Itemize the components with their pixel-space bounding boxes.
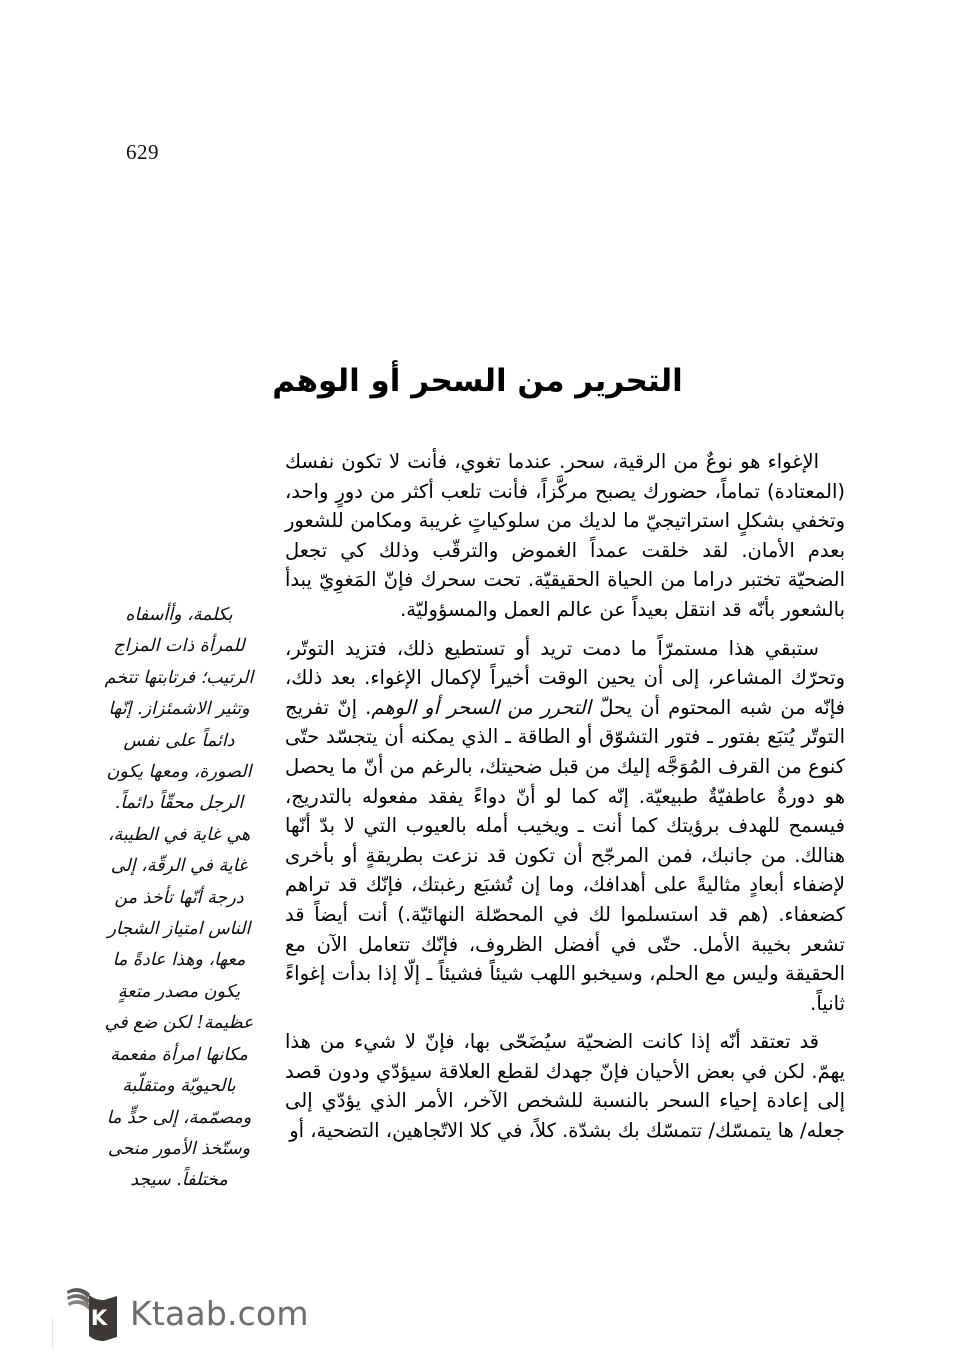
paragraph-1: الإغواء هو نوعٌ من الرقية، سحر. عندما تغوي، فأنت لا تكون نفسك (المعتادة) تماماً، حضورك يصبح مركَّزاً، فأنت تلعب أكثر من دورٍ واحد، وتخفي بشكلٍ استراتيجيّ ما لديك من سلوكياتٍ غريبة ومكامن للشعور بعدم الأمان. لقد خلقت عمداً الغموض والترقّب وذلك كي تجعل الضحيّة تختبر دراما من الحياة الحقيقيّة. تحت سحرك فإنّ المَغوِيّ يبدأ بالشعور بأنّه قد انتقل بعيداً عن عالم العمل والمسؤوليّة. [285,450,845,621]
page-number: 629 [126,140,159,164]
paragraph-2-part-before-italic: ستبقي هذا مستمرّاً ما دمت تريد أو تستطيع ذلك، فتزيد التوتّر، وتحرّك المشاعر، إلى أن يحين الوقت أخيراً لإكمال الإغواء. بعد ذلك، فإنّه من شبه المحتوم أن يحلّ [285,636,845,719]
italic-book-title-reference: التحرر من السحر أو الوهم [371,695,592,719]
brand-name: Ktaab.com [130,1293,309,1333]
paragraph-3: قد تعتقد أنّه إذا كانت الضحيّة سيُضَحّى بها، فإنّ لا شيء من هذا يهمّ. لكن في بعض الأحيان فإنّ جهدك لقطع العلاقة سيؤدّي ودون قصد إلى إعادة إحياء السحر بالنسبة للشخص الآخر، الأمر الذي يؤدّي إلى جعله/ ها يتمسّك/ تتمسّك بك بشدّة. كلاً، في كلا الاتّجاهين، التضحية، أو [285,1030,845,1143]
footer-watermark [66,1282,309,1344]
svg-text:K: K [90,1306,108,1330]
body-text-column [285,447,845,1146]
open-book-icon [66,1282,118,1344]
paragraph-2 [285,634,845,1019]
chapter-title: التحرير من السحر أو الوهم [272,362,683,399]
binding-edge-tick [52,1318,53,1348]
paragraph-2-part-after-italic: . إنّ تفريج التوتّر يُتبَع بفتور ـ فتور التشوّق أو الطاقة ـ الذي يمكنه أن يتجسّد حتّى كنوع من القرف المُوَجَّه إليك من قبل ضحيتك، بالرغم من أنّ ما يحصل هو دورةٌ عاطفيّةٌ طبيعيّة. إنّه كما لو أنّ دواءً يفقد مفعوله بالتدريج، فيسمح للهدف برؤيتك كما أنت ـ ويخيب أمله بالعيوب التي لا بدّ أنّها هنالك. من جانبك، فمن المرجّح أن تكون قد نزعت بطريقةٍ أو بأخرى لإضفاء أبعادٍ مثاليةً على أهدافك، وما إن تُشبَع رغبتك، فإنّك قد تراهم كضعفاء. (هم قد استسلموا لك في المحصّلة النهائيّة.) أنت أيضاً قد تشعر بخيبة الأمل. حتّى في أفضل الظروف، فإنّك تتعامل الآن مع الحقيقة وليس مع الحلم، وسيخبو اللهب شيئاً فشيئاً ـ إلّا إذا بدأت إغواءً ثانياً. [285,695,845,1015]
margin-note: بكلمة، وأأسفاه للمرأة ذات المزاج الرتيب؛ فرتابتها تتخم وتثير الاشمئزاز. إنّها دائماً على نفس الصورة، ومعها يكون الرجل محقّاً دائماً. هي غاية في الطيبة، غاية في الرقّة، إلى درجة أنّها تأخذ من الناس امتياز الشجار معها، وهذا عادةً ما يكون مصدر متعةٍ عظيمة! لكن ضع في مكانها امرأة مفعمة بالحيويّة ومتقلّبة ومصمّمة، إلى حدٍّ ما وستّخذ الأمور منحى مختلفاً. سيجد [104,605,254,1191]
